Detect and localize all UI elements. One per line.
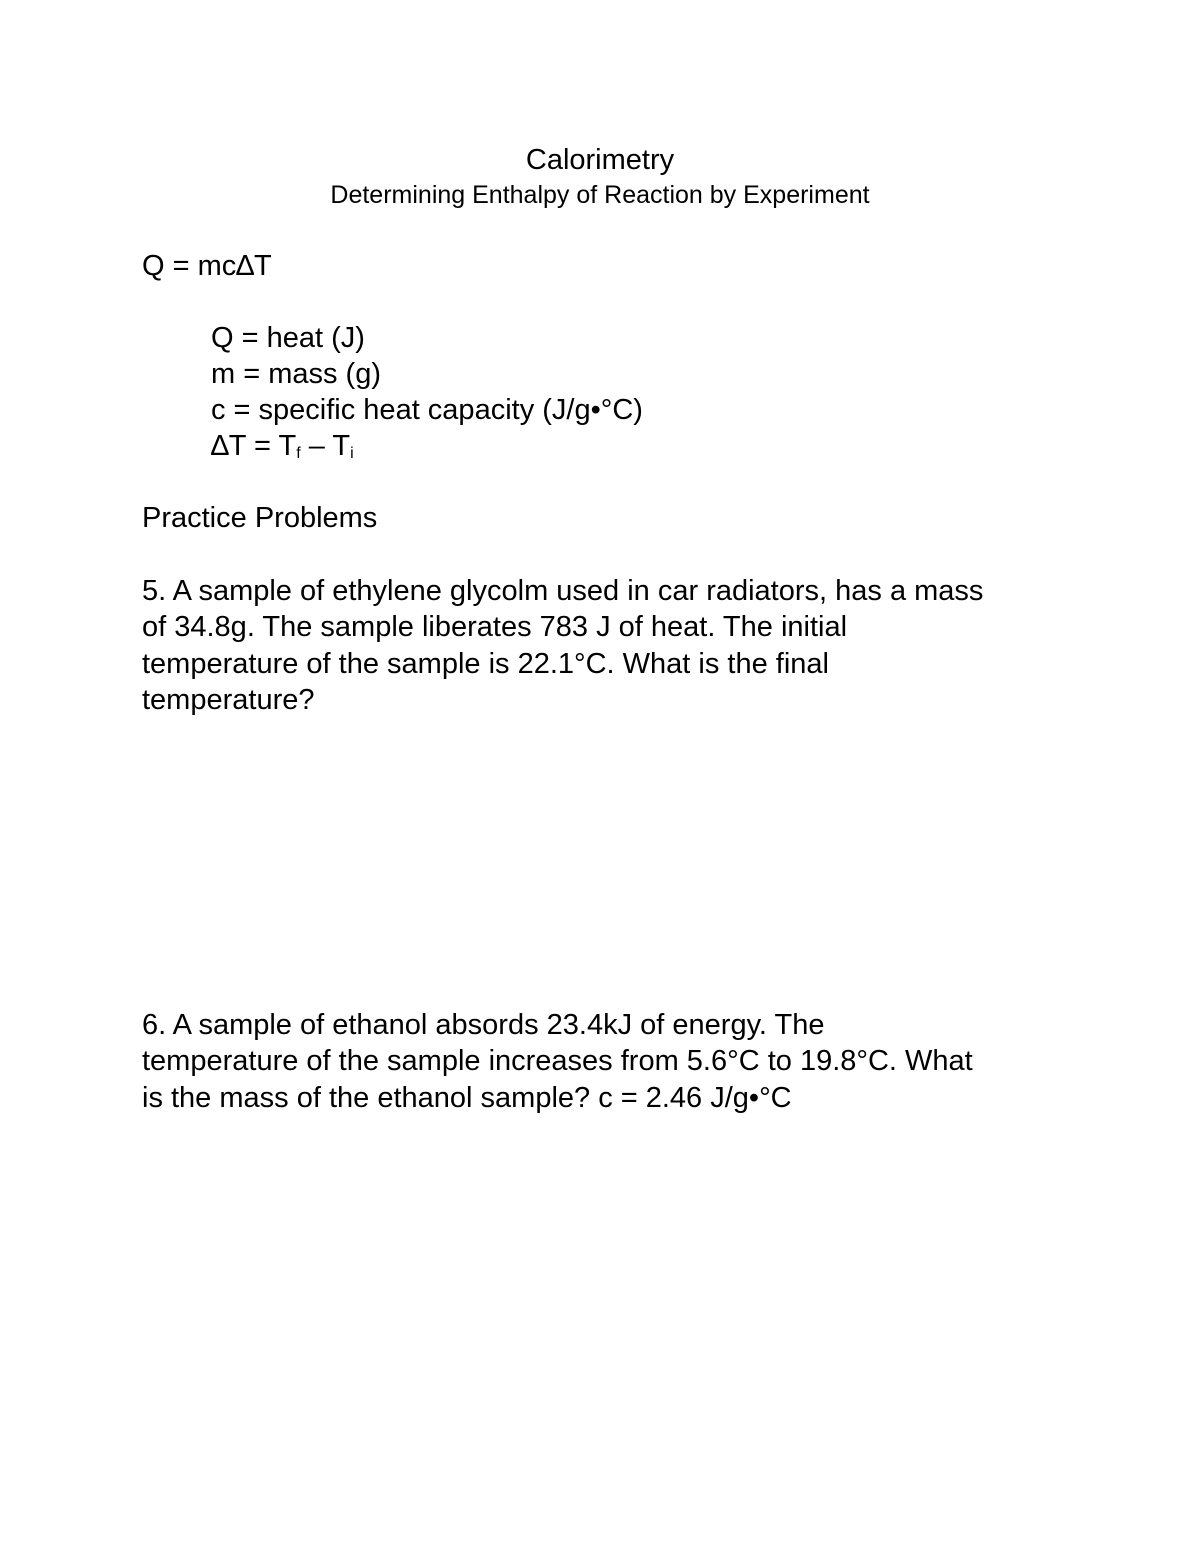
problem-line: is the mass of the ethanol sample? c = 2.46 J/g•°C <box>142 1081 792 1114</box>
heat-formula: Q = mc∆T <box>142 250 272 282</box>
definition-c: c = specific heat capacity (J/g•°C) <box>211 394 643 426</box>
problem-6 <box>142 1007 1062 1116</box>
delta-t-prefix: ∆T = T <box>211 430 297 462</box>
problem-line: 5. A sample of ethylene glycolm used in car radiators, has a mass <box>142 575 984 607</box>
practice-problems-heading: Practice Problems <box>142 502 378 534</box>
final-subscript: f <box>296 445 301 462</box>
problem-line: temperature of the sample is 22.1°C. What is the final <box>142 647 829 680</box>
problem-line: temperature? <box>142 683 315 716</box>
definition-delta-t <box>211 428 643 464</box>
delta-t-minus: – T <box>300 430 351 462</box>
variable-definitions <box>211 320 643 464</box>
definition-q: Q = heat (J) <box>211 322 365 354</box>
initial-subscript: i <box>350 445 354 462</box>
problem-line: 6. A sample of ethanol absords 23.4kJ of energy. The <box>142 1009 825 1041</box>
problem-line: temperature of the sample increases from 5.6°C to 19.8°C. What <box>142 1045 973 1078</box>
definition-m: m = mass (g) <box>211 358 381 390</box>
page-title: Calorimetry <box>525 144 675 176</box>
problem-line: of 34.8g. The sample liberates 783 J of heat. The initial <box>142 611 848 644</box>
page-subtitle: Determining Enthalpy of Reaction by Experiment <box>330 181 870 209</box>
problem-5 <box>142 573 1062 718</box>
